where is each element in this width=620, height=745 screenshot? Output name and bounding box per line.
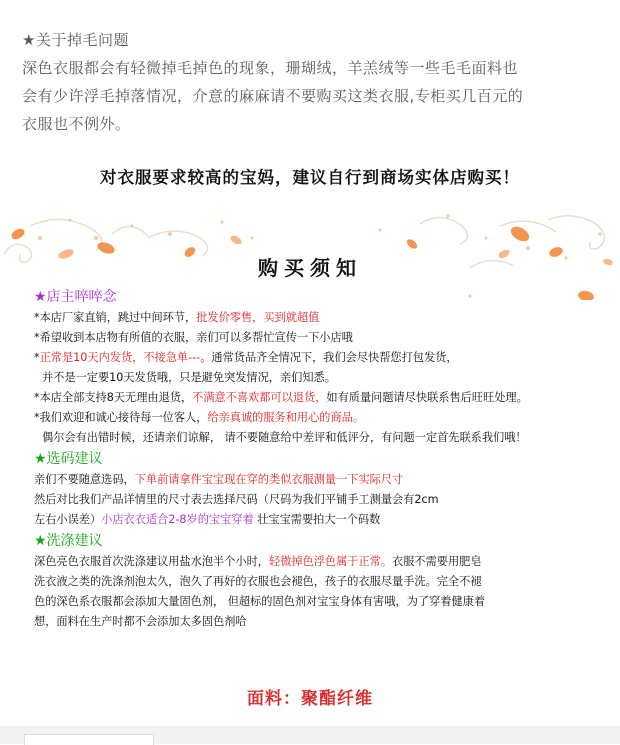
purchase-notes bbox=[34, 286, 620, 632]
owner-highlight: 不满意不喜欢都可以退货， bbox=[192, 391, 327, 404]
wash-line bbox=[34, 552, 620, 572]
size-heading: ★选码建议 bbox=[34, 451, 103, 467]
owner-text: *本店厂家直销，跳过中间环节， bbox=[34, 311, 197, 324]
owner-highlight: 批发价零售，买到就超值 bbox=[196, 311, 320, 324]
size-text: 壮宝宝需要拍大一个码数 bbox=[253, 513, 381, 526]
wash-highlight: 轻微掉色浮色属于正常。 bbox=[268, 555, 393, 568]
size-highlight: 下单前请拿件宝宝现在穿的类似衣服测量一下实际尺寸 bbox=[134, 473, 404, 486]
owner-highlight: 给亲真诚的服务和用心的商品。 bbox=[207, 411, 365, 424]
hair-loss-title: ★关于掉毛问题 bbox=[22, 31, 129, 49]
owner-line bbox=[34, 308, 620, 328]
owner-line bbox=[34, 408, 620, 428]
hair-loss-section bbox=[22, 26, 620, 138]
wash-heading: ★洗涤建议 bbox=[34, 533, 103, 549]
size-highlight: 小店衣衣适合2-8岁的宝宝穿着 bbox=[101, 513, 254, 526]
size-text: 左右小误差） bbox=[34, 513, 102, 526]
owner-line: 偶尔会有出错时候，还请亲们谅解， 请不要随意给中差评和低评分，有问题一定首先联系我们哦！ bbox=[42, 431, 527, 444]
footer-tab bbox=[24, 734, 154, 745]
owner-line bbox=[34, 388, 620, 408]
wash-line: 想，面料在生产时都不会添加太多固色剂哈 bbox=[34, 615, 247, 628]
size-line bbox=[34, 470, 620, 490]
owner-heading: ★店主啐啐念 bbox=[34, 289, 117, 305]
owner-text: * bbox=[34, 351, 40, 364]
owner-line: 并不是一定要10天发货哦，只是避免突发情况，亲们知悉。 bbox=[42, 371, 336, 384]
owner-text: *本店全部支持8天无理由退货， bbox=[34, 391, 193, 404]
owner-highlight: 正常是10天内发货，不接急单--- bbox=[39, 351, 201, 364]
owner-text: 如有质量问题请尽快联系售后旺旺处理。 bbox=[326, 391, 528, 404]
hair-loss-line: 衣服也不例外。 bbox=[22, 115, 131, 133]
hair-loss-line: 会有少许浮毛掉落情况，介意的麻麻请不要购买这类衣服,专柜买几百元的 bbox=[22, 87, 524, 105]
hair-loss-line: 深色衣服都会有轻微掉毛掉色的现象，珊瑚绒，羊羔绒等一些毛毛面料也 bbox=[22, 59, 519, 77]
wash-line: 色的深色系衣服都会添加大量固色剂， 但超标的固色剂对宝宝身体有害哦，为了穿着健康着 bbox=[34, 595, 486, 608]
owner-line: *希望收到本店物有所值的衣服，亲们可以多帮忙宣传一下小店哦 bbox=[34, 331, 353, 344]
owner-text: 。通常货品齐全情况下，我们会尽快帮您打包发货， bbox=[200, 351, 458, 364]
size-line: 然后对比我们产品详情里的尺寸表去选择尺码（尺码为我们平铺手工测量会有2cm bbox=[34, 493, 439, 506]
wash-text: 衣服不需要用肥皂 bbox=[392, 555, 482, 568]
fabric-label: 面料：聚酯纤维 bbox=[247, 689, 373, 709]
wash-line: 洗衣液之类的洗涤剂泡太久，泡久了再好的衣服也会褪色，孩子的衣服尽量手洗。完全不褪 bbox=[34, 575, 482, 588]
owner-text: *我们欢迎和诚心接待每一位客人， bbox=[34, 411, 208, 424]
purchase-notice-title: 购买须知 bbox=[258, 256, 362, 280]
wash-text: 深色亮色衣服首次洗涤建议用盐水泡半个小时， bbox=[34, 555, 269, 568]
owner-line bbox=[34, 348, 620, 368]
size-line bbox=[34, 510, 620, 530]
store-advice: 对衣服要求较高的宝妈，建议自行到商场实体店购买！ bbox=[100, 168, 520, 187]
size-text: 亲们不要随意选码， bbox=[34, 473, 135, 486]
